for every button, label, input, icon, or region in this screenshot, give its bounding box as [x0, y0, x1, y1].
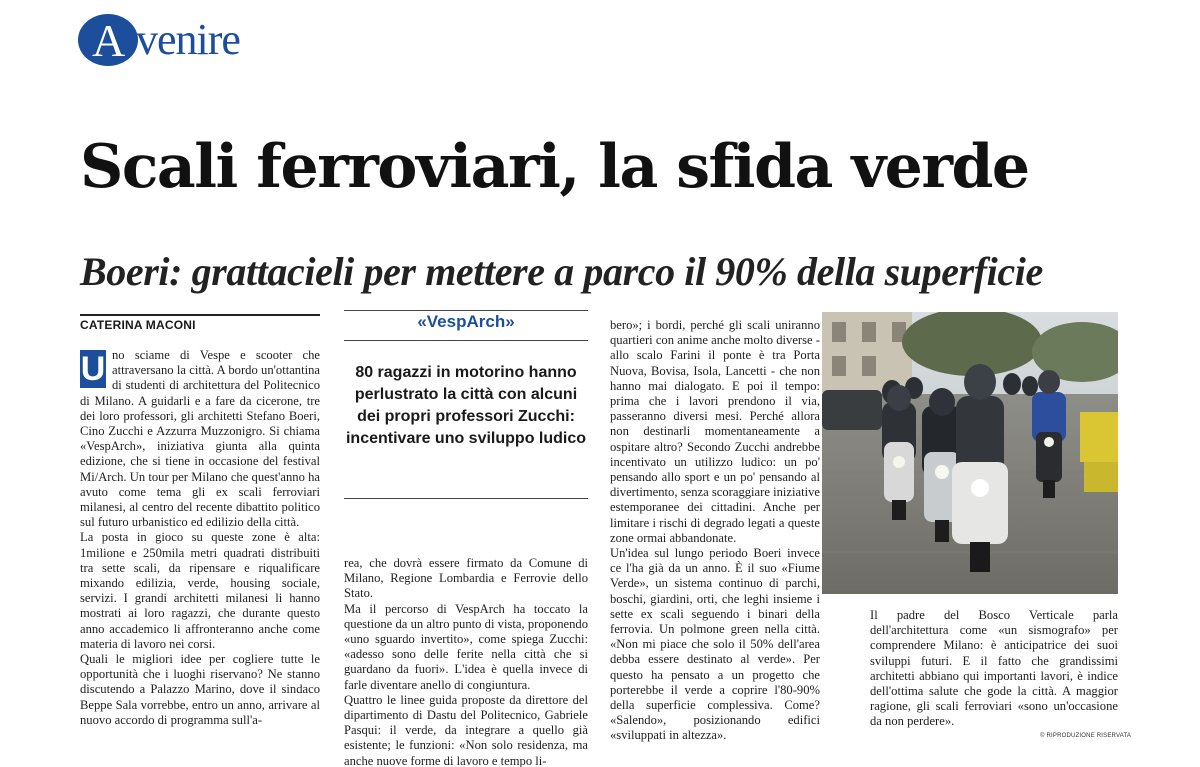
- divider: [344, 498, 588, 499]
- paragraph: La posta in gioco su queste zone è alta: 1milione e 250mila metri quadrati distribuiti tra sette scali, da ripensare e riqualificare mixando edilizia, verde, housing sociale, servizi. I grandi architetti milanesi li hanno mostrati ai loro ragazzi, che durante questo anno accademico li affronteranno anche come materia di lavoro nei corsi.: [80, 530, 320, 651]
- sidebar-kicker: «VespArch»: [417, 312, 515, 331]
- svg-text:A: A: [92, 15, 126, 66]
- scooter-riders-photo: [822, 312, 1118, 594]
- masthead-logo: [78, 6, 318, 74]
- paragraph: Un'idea sul lungo periodo Boeri invece ce l'ha già da un anno. È il suo «Fiume Verde», un sistema continuo di parchi, boschi, giardini, orti, che leghi insieme i sette ex scali seguendo i binari della ferrovia. Un polmone green nella città. «Non mi piace che solo il 50% dell'area debba essere destinato al verde». Per questo ha pensato a un progetto che porterebbe il verde a coprire l'80-90% della superficie complessiva. Come? «Salendo», posizionando edifici «sviluppati in altezza».: [610, 546, 820, 743]
- drop-cap: U: [80, 350, 106, 388]
- divider: [344, 310, 588, 311]
- article-column-1: [80, 348, 320, 728]
- article-column-2: [344, 556, 588, 767]
- paragraph: Quali le migliori idee per cogliere tutte le opportunità che i luoghi riservano? Ne stanno discutendo a Palazzo Marino, dove il sindaco Beppe Sala vorrebbe, entro un anno, arrivare al nuovo accordo di programma sull'a-: [80, 652, 320, 727]
- article-column-4: [870, 608, 1118, 730]
- article-byline: CATERINA MACONI: [80, 318, 196, 332]
- article-headline: Scali ferroviari, la sfida verde: [80, 132, 1029, 202]
- paragraph: rea, che dovrà essere firmato da Comune di Milano, Regione Lombardia e Ferrovie dello Stato.: [344, 556, 588, 601]
- sidebar-text: 80 ragazzi in motorino hanno perlustrato la città con alcuni dei propri professori Zucchi: incentivare uno sviluppo ludico: [345, 364, 587, 447]
- article-subhead: Boeri: grattacieli per mettere a parco il 90% della superficie: [80, 249, 1043, 294]
- paragraph: no sciame di Vespe e scooter che attraversano la città. A bordo un'ottantina di studenti di architettura del Politecnico di Milano. A guidarli e a fare da cicerone, tre dei loro professori, gli architetti Stefano Boeri, Cino Zucchi e Azzurra Muzzonigro. Si chiama «VespArch», iniziativa giunta alla quinta edizione, che si tiene in occasione del festival Mi/Arch. Un tour per Milano che quest'anno ha avuto come tema gli ex scali ferroviari milanesi, al centro del recente dibattito politico sul futuro urbanistico ed edilizio della città.: [80, 348, 320, 530]
- logo-wordmark: venire: [136, 15, 240, 64]
- paragraph: Quattro le linee guida proposte da direttore del dipartimento di Dastu del Politecnico, Gabriele Pasqui: il verde, da integrare a quello già esistente; le funzioni: «Non solo residenza, ma anche nuove forme di lavoro e tempo li-: [344, 692, 588, 767]
- divider: [344, 340, 588, 341]
- article-photo: [822, 312, 1118, 594]
- sidebar-box: [344, 310, 588, 498]
- copyright-notice: © RIPRODUZIONE RISERVATA: [1040, 733, 1132, 739]
- paragraph: Il padre del Bosco Verticale parla dell'architettura come «un sismografo» per comprendere Milano: è anticipatrice dei suoi sviluppi futuri. E il fatto che grandissimi architetti abbiano qui importanti lavori, è indice dell'ottima salute che gode la città. A maggior ragione, gli scali ferroviari «sono un'occasione da non perdere».: [870, 608, 1118, 729]
- paragraph: Ma il percorso di VespArch ha toccato la questione da un altro punto di vista, proponendo «uno sguardo invertito», come spiega Zucchi: «adesso sono delle ferite nella città che si guardano da fuori». L'idea è quella invece di farle diventare anello di congiuntura.: [344, 601, 588, 692]
- byline-rule: [80, 314, 320, 316]
- article-column-3: [610, 318, 820, 744]
- paragraph: bero»; i bordi, perché gli scali uniranno quartieri con anime anche molto diverse - allo scalo Farini il ponte è tra Porta Nuova, Bovisa, Isola, Lancetti - che non hanno mai dialogato. E poi il tempo: prima che i lavori prendono il via, passeranno diversi mesi. Perché allora non destinarli momentaneamente a ospitare altro? Secondo Zucchi andrebbe incentivato un utilizzo ludico: un po' pensando allo sport e un po' pensando al divertimento, senza scoraggiare iniziative estemporanee dei cittadini. Anche per limitare i rischi di degrado legati a queste zone ormai abbandonate.: [610, 318, 820, 545]
